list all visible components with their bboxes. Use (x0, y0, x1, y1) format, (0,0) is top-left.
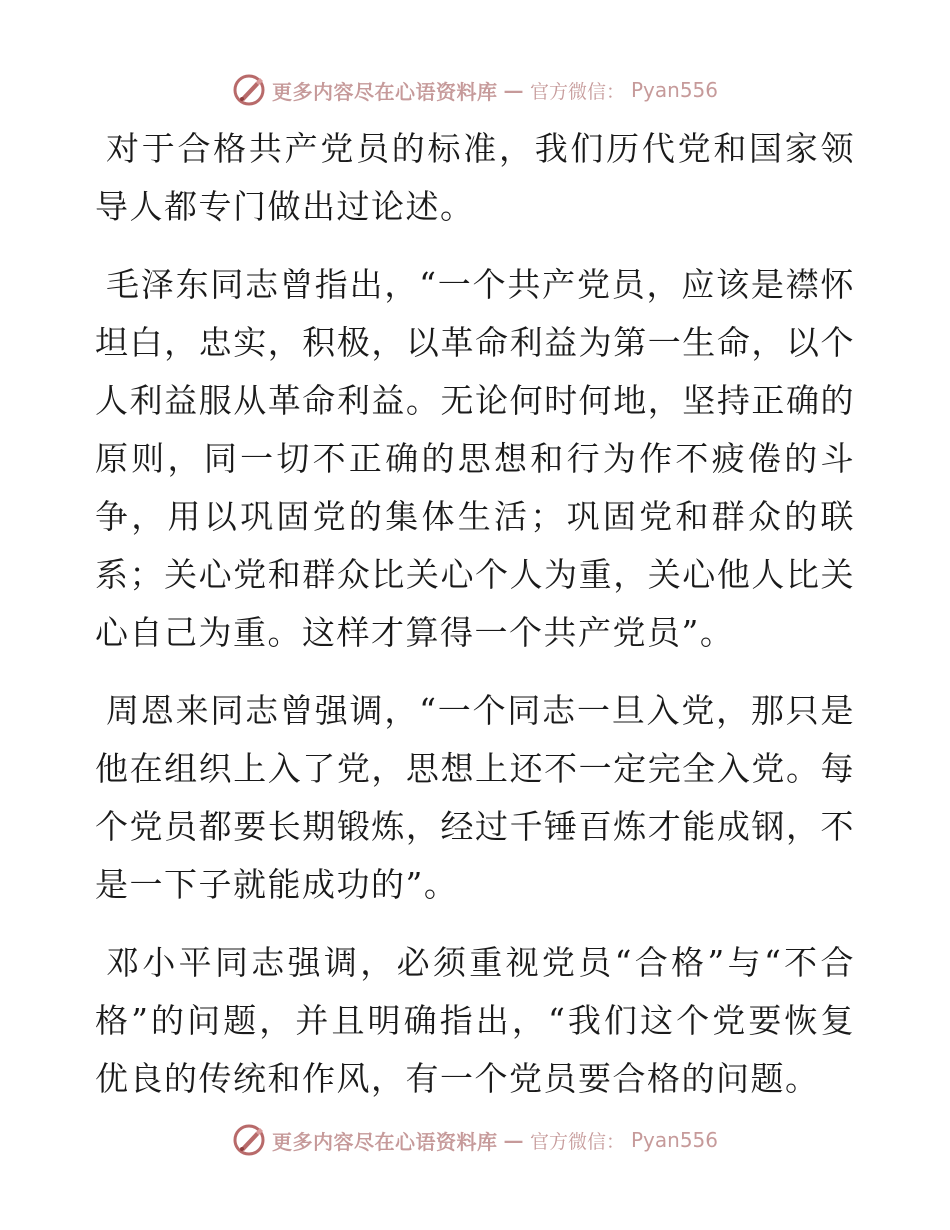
watermark-dash: — (503, 1128, 524, 1152)
paragraph-zhou-enlai: 周恩来同志曾强调，“一个同志一旦入党，那只是他在组织上入了党，思想上还不一定完全入党。每个党员都要长期锻炼，经过千锤百炼才能成钢，不是一下子就能成功的”。 (95, 691, 855, 904)
watermark-official-text: 官方微信： (529, 80, 625, 103)
pen-circle-logo-icon (232, 1123, 266, 1157)
document-body (95, 120, 855, 1128)
watermark-site-text: 更多内容尽在心语资料库 (271, 1129, 498, 1154)
pen-circle-logo-icon (232, 73, 266, 107)
watermark-wechat-id: Pyan556 (631, 1128, 719, 1152)
header-watermark (0, 70, 950, 110)
paragraph-mao-zedong: 毛泽东同志曾指出，“一个共产党员，应该是襟怀坦白，忠实，积极，以革命利益为第一生命，以个人利益服从革命利益。无论何时何地，坚持正确的原则，同一切不正确的思想和行为作不疲倦的斗争，用以巩固党的集体生活；巩固党和群众的联系；关心党和群众比关心个人为重，关心他人比关心自己为重。这样才算得一个共产党员”。 (95, 265, 855, 652)
watermark-dash: — (503, 78, 524, 102)
paragraph-intro: 对于合格共产党员的标准，我们历代党和国家领导人都专门做出过论述。 (95, 129, 855, 226)
watermark-official-text: 官方微信： (529, 1130, 625, 1153)
paragraph-deng-xiaoping: 邓小平同志强调，必须重视党员“合格”与“不合格”的问题，并且明确指出，“我们这个党要恢复优良的传统和作风，有一个党员要合格的问题。 (95, 943, 855, 1098)
footer-watermark (0, 1120, 950, 1160)
watermark-wechat-id: Pyan556 (631, 78, 719, 102)
watermark-site-text: 更多内容尽在心语资料库 (271, 79, 498, 104)
